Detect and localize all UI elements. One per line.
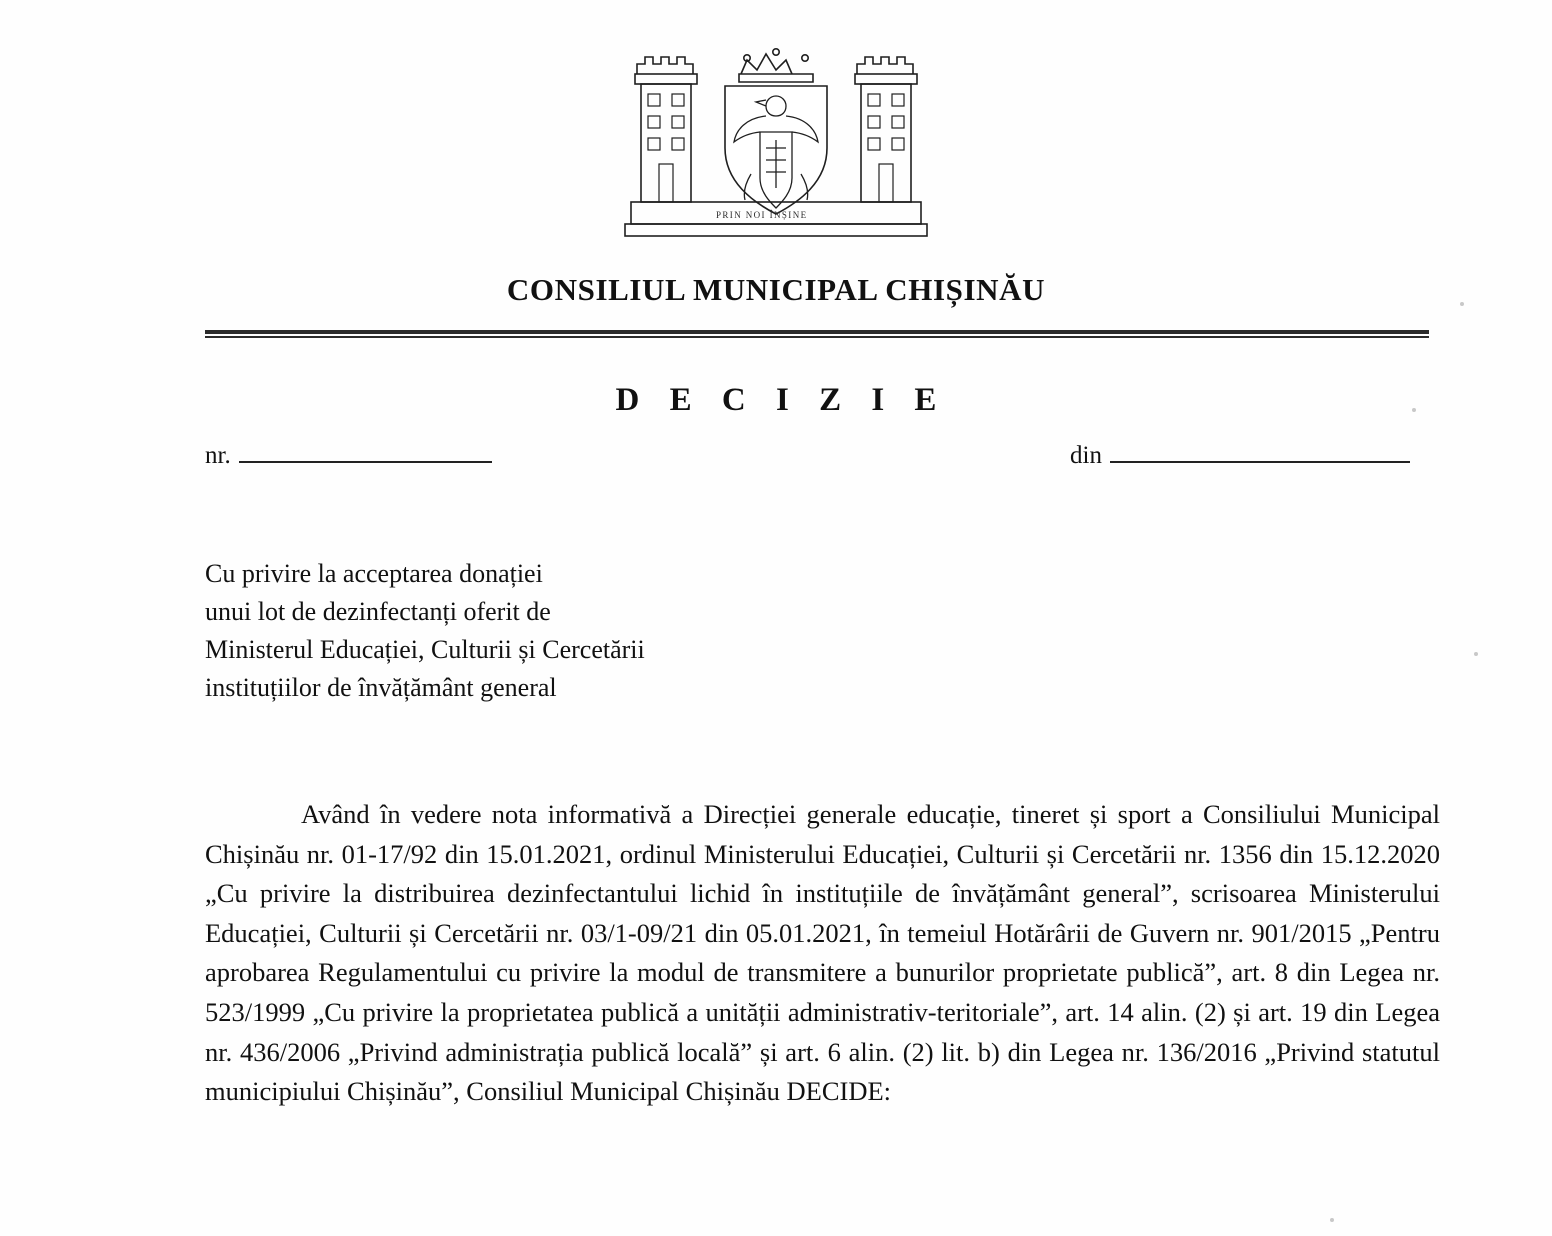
coat-of-arms: [0, 44, 1552, 244]
svg-text:PRIN NOI ÎNȘINE: PRIN NOI ÎNȘINE: [716, 210, 808, 220]
chisinau-crest-icon: [621, 44, 931, 244]
scan-speck: [1474, 652, 1478, 656]
subject-line-3: Ministerul Educației, Culturii și Cercetării: [205, 634, 645, 664]
subject-line-2: unui lot de dezinfectanți oferit de: [205, 596, 551, 626]
document-number-field[interactable]: [205, 442, 492, 470]
document-kind: D E C I Z I E: [615, 382, 948, 418]
subject-line-4: instituțiilor de învățământ general: [205, 672, 557, 702]
header-divider: [205, 330, 1429, 339]
subject-line-1: Cu privire la acceptarea donației: [205, 559, 543, 588]
page-title: CONSILIUL MUNICIPAL CHIȘINĂU: [506, 272, 1046, 307]
subject-block: [205, 555, 1105, 707]
scan-speck: [1460, 302, 1464, 306]
date-label: din: [1070, 442, 1102, 469]
scan-speck: [1412, 408, 1416, 412]
number-blank[interactable]: [239, 443, 492, 463]
number-and-date-line: [205, 442, 1429, 482]
body-paragraph: Având în vedere nota informativă a Direcției generale educație, tineret și sport a Consiliului Municipal Chișinău nr. 01-17/92 din 15.01.2021, ordinul Ministerului Educației, Culturii și Cercetării nr. 1356 din 15.12.2020 „Cu privire la distribuirea dezinfectantului lichid în instituțiile de învățământ general”, scrisoarea Ministerului Educației, Culturii și Cercetării nr. 03/1-09/21 din 05.01.2021, în temeiul Hotărârii de Guvern nr. 901/2015 „Pentru aprobarea Regulamentului cu privire la modul de transmitere a bunurilor proprietate publică”, art. 8 din Legea nr. 523/1999 „Cu privire la proprietatea publică a unității administrativ-teritoriale”, art. 14 alin. (2) și art. 19 din Legea nr. 436/2006 „Privind administrația publică locală” și art. 6 alin. (2) lit. b) din Legea nr. 136/2016 „Privind statutul municipiului Chișinău”, Consiliul Municipal Chișinău DECIDE:: [205, 799, 1440, 1107]
date-blank[interactable]: [1110, 443, 1410, 463]
scan-speck: [1330, 1218, 1334, 1222]
document-date-field[interactable]: [1070, 442, 1410, 470]
number-label: nr.: [205, 442, 231, 469]
